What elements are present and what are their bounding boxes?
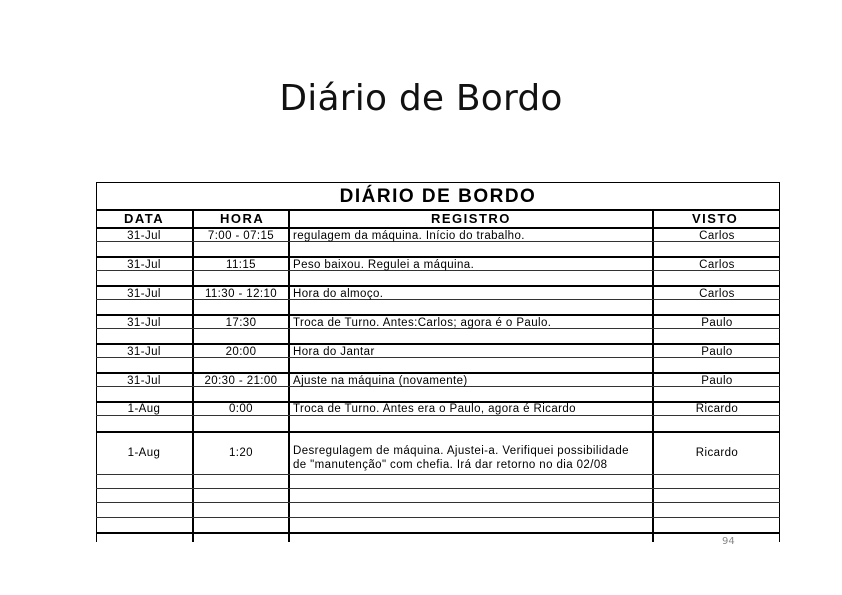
cell-data: 31-Jul bbox=[127, 317, 161, 329]
row-rule bbox=[96, 517, 780, 518]
cell-data: 31-Jul bbox=[127, 346, 161, 358]
cell-registro: Ajuste na máquina (novamente) bbox=[293, 375, 468, 387]
column-header-registro: REGISTRO bbox=[431, 211, 511, 226]
cell-hora: 17:30 bbox=[225, 317, 257, 329]
cell-data: 31-Jul bbox=[127, 259, 161, 271]
cell-hora: 11:15 bbox=[226, 259, 256, 271]
cell-registro: Desregulagem de máquina. Ajustei-a. Verifiquei possibilidade bbox=[293, 445, 629, 457]
cell-visto: Paulo bbox=[701, 346, 733, 358]
cell-hora: 0:00 bbox=[229, 403, 253, 415]
header-bottom-rule bbox=[96, 227, 780, 229]
column-header-hora: HORA bbox=[220, 211, 265, 226]
column-header-visto: VISTO bbox=[692, 211, 739, 226]
cell-registro-continued: de "manutenção" com chefia. Irá dar retorno no dia 02/08 bbox=[293, 459, 608, 471]
cell-visto: Ricardo bbox=[695, 447, 739, 459]
cell-hora: 7:00 - 07:15 bbox=[207, 230, 275, 242]
cell-visto: Carlos bbox=[699, 230, 735, 242]
cell-visto: Paulo bbox=[701, 317, 733, 329]
cell-visto: Paulo bbox=[701, 375, 733, 387]
slide-title: Diário de Bordo bbox=[279, 78, 563, 119]
row-rule bbox=[96, 343, 780, 345]
column-divider bbox=[288, 209, 290, 542]
row-rule bbox=[96, 502, 780, 503]
cell-data: 1-Aug bbox=[127, 447, 161, 459]
column-header-data: DATA bbox=[124, 211, 165, 226]
row-rule bbox=[96, 474, 780, 475]
cell-registro: Hora do almoço. bbox=[293, 288, 384, 300]
cell-hora: 20:00 bbox=[225, 346, 257, 358]
table-title: DIÁRIO DE BORDO bbox=[339, 186, 537, 207]
row-rule bbox=[96, 285, 780, 287]
cell-hora: 1:20 bbox=[229, 447, 253, 459]
row-rule bbox=[96, 256, 780, 258]
cell-data: 31-Jul bbox=[127, 288, 161, 300]
cell-registro: Peso baixou. Regulei a máquina. bbox=[293, 259, 475, 271]
cell-registro: Troca de Turno. Antes era o Paulo, agora é Ricardo bbox=[293, 403, 576, 415]
cell-data: 31-Jul bbox=[127, 375, 161, 387]
page-number: 94 bbox=[722, 536, 735, 547]
cell-hora: 20:30 - 21:00 bbox=[204, 375, 278, 387]
row-rule bbox=[96, 431, 780, 433]
cell-visto: Carlos bbox=[699, 259, 735, 271]
row-rule bbox=[96, 314, 780, 316]
cell-visto: Carlos bbox=[699, 288, 735, 300]
cell-hora: 11:30 - 12:10 bbox=[204, 288, 278, 300]
cell-visto: Ricardo bbox=[695, 403, 739, 415]
cell-registro: regulagem da máquina. Início do trabalho. bbox=[293, 230, 525, 242]
row-rule bbox=[96, 372, 780, 374]
cell-data: 31-Jul bbox=[127, 230, 161, 242]
cell-registro: Troca de Turno. Antes:Carlos; agora é o Paulo. bbox=[293, 317, 552, 329]
cell-data: 1-Aug bbox=[127, 403, 161, 415]
row-rule bbox=[96, 488, 780, 489]
cell-registro: Hora do Jantar bbox=[293, 346, 375, 358]
logbook-table bbox=[96, 182, 780, 542]
row-rule bbox=[96, 532, 780, 534]
